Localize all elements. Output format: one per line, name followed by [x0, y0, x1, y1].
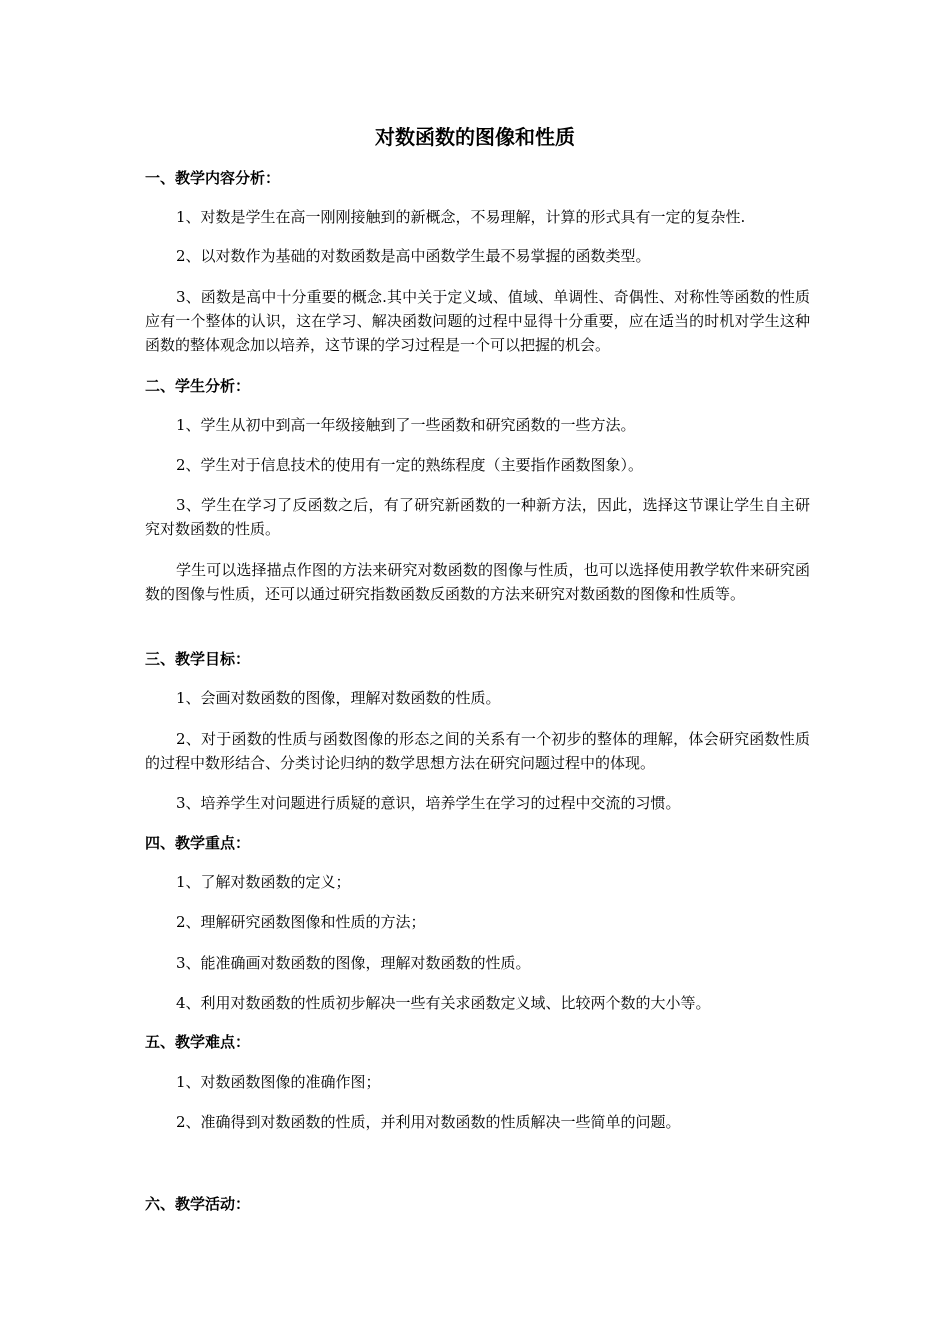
- paragraph: 2、对于函数的性质与函数图像的形态之间的关系有一个初步的整体的理解，体会研究函数性质的过程中数形结合、分类讨论归纳的数学思想方法在研究问题过程中的体现。: [145, 730, 810, 772]
- section-heading-teaching-key-points: 四、教学重点：: [145, 834, 251, 852]
- paragraph: 2、以对数作为基础的对数函数是高中函数学生最不易掌握的函数类型。: [176, 247, 651, 265]
- paragraph: 学生可以选择描点作图的方法来研究对数函数的图像与性质，也可以选择使用教学软件来研究函数的图像与性质，还可以通过研究指数函数反函数的方法来研究对数函数的图像和性质等。: [145, 561, 810, 603]
- paragraph: 1、对数是学生在高一刚刚接触到的新概念，不易理解，计算的形式具有一定的复杂性.: [176, 208, 746, 226]
- paragraph: 1、会画对数函数的图像，理解对数函数的性质。: [176, 689, 501, 707]
- section-heading-teaching-difficulties: 五、教学难点：: [145, 1033, 251, 1051]
- paragraph: 4、利用对数函数的性质初步解决一些有关求函数定义域、比较两个数的大小等。: [176, 994, 711, 1012]
- section-heading-student-analysis: 二、学生分析：: [145, 377, 251, 395]
- paragraph: 3、能准确画对数函数的图像，理解对数函数的性质。: [176, 954, 531, 972]
- paragraph: 2、理解研究函数图像和性质的方法；: [176, 913, 426, 931]
- section-heading-teaching-activities: 六、教学活动：: [145, 1195, 251, 1213]
- paragraph: 1、学生从初中到高一年级接触到了一些函数和研究函数的一些方法。: [176, 416, 636, 434]
- section-heading-teaching-objectives: 三、教学目标：: [145, 650, 251, 668]
- paragraph: 1、对数函数图像的准确作图；: [176, 1073, 381, 1091]
- paragraph: 2、学生对于信息技术的使用有一定的熟练程度（主要指作函数图象）。: [176, 456, 644, 474]
- paragraph: 3、函数是高中十分重要的概念.其中关于定义域、值域、单调性、奇偶性、对称性等函数的性质应有一个整体的认识，这在学习、解决函数问题的过程中显得十分重要，应在适当的时机对学生这种函数的整体观念加以培养，这节课的学习过程是一个可以把握的机会。: [145, 288, 810, 354]
- paragraph: 3、学生在学习了反函数之后，有了研究新函数的一种新方法，因此，选择这节课让学生自主研究对数函数的性质。: [145, 496, 810, 538]
- paragraph: 3、培养学生对问题进行质疑的意识，培养学生在学习的过程中交流的习惯。: [176, 794, 681, 812]
- paragraph: 1、了解对数函数的定义；: [176, 873, 351, 891]
- document-title: 对数函数的图像和性质: [375, 125, 575, 149]
- section-heading-content-analysis: 一、教学内容分析：: [145, 169, 281, 187]
- paragraph: 2、准确得到对数函数的性质，并利用对数函数的性质解决一些简单的问题。: [176, 1113, 681, 1131]
